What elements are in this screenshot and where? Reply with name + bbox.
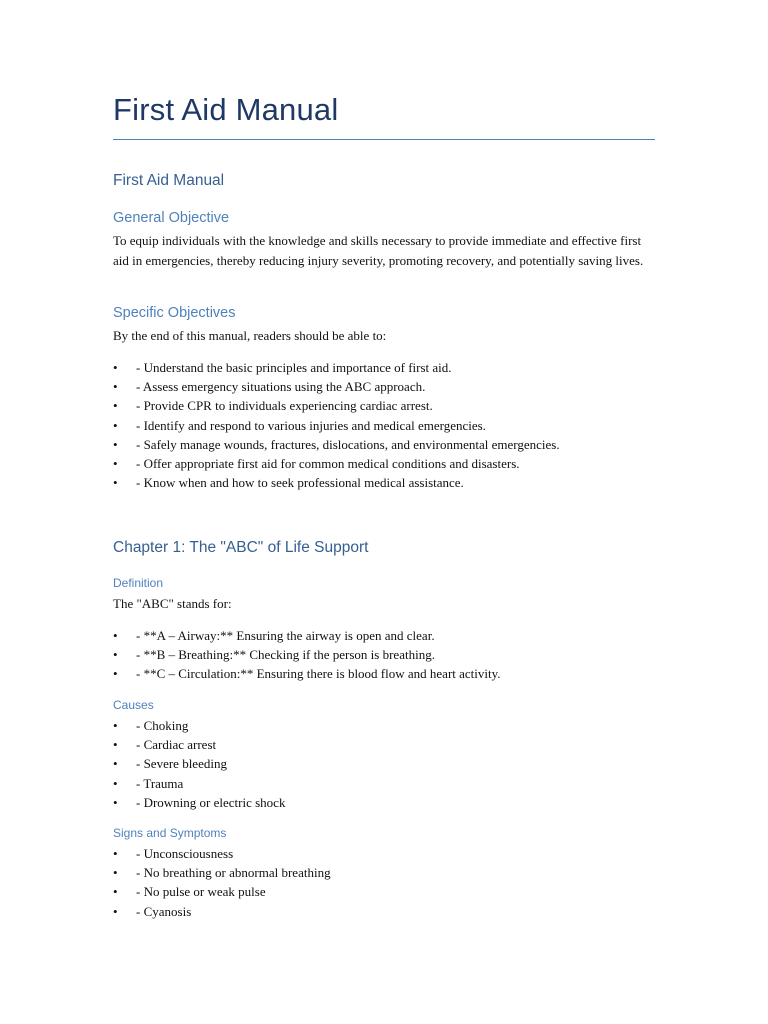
bullet-icon: • bbox=[113, 756, 118, 772]
bullet-icon: • bbox=[113, 647, 118, 663]
list-item: • - Identify and respond to various injuries and medical emergencies. bbox=[113, 416, 658, 435]
list-item: • - **B – Breathing:** Checking if the person is breathing. bbox=[113, 645, 658, 664]
bullet-icon: • bbox=[113, 718, 118, 733]
definition-list bbox=[113, 626, 658, 684]
bullet-icon: • bbox=[113, 865, 118, 881]
signs-list bbox=[113, 844, 658, 921]
list-item: • - Cyanosis bbox=[113, 902, 658, 921]
bullet-icon: • bbox=[113, 846, 118, 861]
bullet-icon: • bbox=[113, 775, 118, 791]
list-item: • - Drowning or electric shock bbox=[113, 793, 658, 812]
bullet-icon: • bbox=[113, 794, 118, 810]
bullet-icon: • bbox=[113, 628, 118, 643]
bullet-icon: • bbox=[113, 398, 118, 414]
heading-definition: Definition bbox=[113, 576, 164, 590]
list-item: • - **A – Airway:** Ensuring the airway is open and clear. bbox=[113, 626, 658, 645]
list-item: • - **C – Circulation:** Ensuring there is blood flow and heart activity. bbox=[113, 664, 658, 683]
list-item: • - Unconsciousness bbox=[113, 844, 658, 863]
list-item: • - Severe bleeding bbox=[113, 754, 658, 773]
bullet-icon: • bbox=[113, 903, 118, 919]
list-item: • - Trauma bbox=[113, 774, 658, 793]
causes-list bbox=[113, 716, 658, 812]
list-item: • - Know when and how to seek professional medical assistance. bbox=[113, 473, 658, 492]
bullet-icon: • bbox=[113, 360, 118, 375]
heading-chapter-1: Chapter 1: The "ABC" of Life Support bbox=[113, 539, 369, 556]
bullet-icon: • bbox=[113, 884, 118, 900]
list-item: • - No breathing or abnormal breathing bbox=[113, 863, 658, 882]
list-item: • - Assess emergency situations using the ABC approach. bbox=[113, 377, 658, 396]
bullet-icon: • bbox=[113, 737, 118, 753]
bullet-icon: • bbox=[113, 666, 118, 682]
list-item: • - Safely manage wounds, fractures, dislocations, and environmental emergencies. bbox=[113, 435, 658, 454]
specific-objectives-list bbox=[113, 358, 658, 492]
heading-first-aid-manual: First Aid Manual bbox=[113, 172, 225, 189]
heading-general-objective: General Objective bbox=[113, 210, 230, 226]
list-item: • - No pulse or weak pulse bbox=[113, 882, 658, 901]
list-item: • - Offer appropriate first aid for common medical conditions and disasters. bbox=[113, 454, 658, 473]
bullet-icon: • bbox=[113, 455, 118, 471]
general-objective-paragraph: To equip individuals with the knowledge and skills necessary to provide immediate and effective first aid in emergencies, thereby reducing injury severity, promoting recovery, and potentially saving lives. bbox=[113, 233, 644, 268]
bullet-icon: • bbox=[113, 379, 118, 395]
list-item: • - Choking bbox=[113, 716, 658, 735]
specific-objectives-intro: By the end of this manual, readers should be able to: bbox=[113, 328, 387, 343]
heading-specific-objectives: Specific Objectives bbox=[113, 305, 236, 321]
list-item: • - Understand the basic principles and importance of first aid. bbox=[113, 358, 658, 377]
bullet-icon: • bbox=[113, 417, 118, 433]
list-item: • - Cardiac arrest bbox=[113, 735, 658, 754]
title-underline bbox=[113, 139, 655, 140]
definition-intro: The "ABC" stands for: bbox=[113, 596, 232, 611]
list-item: • - Provide CPR to individuals experiencing cardiac arrest. bbox=[113, 396, 658, 415]
bullet-icon: • bbox=[113, 475, 118, 491]
document-title: First Aid Manual bbox=[113, 92, 339, 127]
heading-causes: Causes bbox=[113, 698, 154, 712]
bullet-icon: • bbox=[113, 436, 118, 452]
heading-signs-and-symptoms: Signs and Symptoms bbox=[113, 826, 227, 840]
